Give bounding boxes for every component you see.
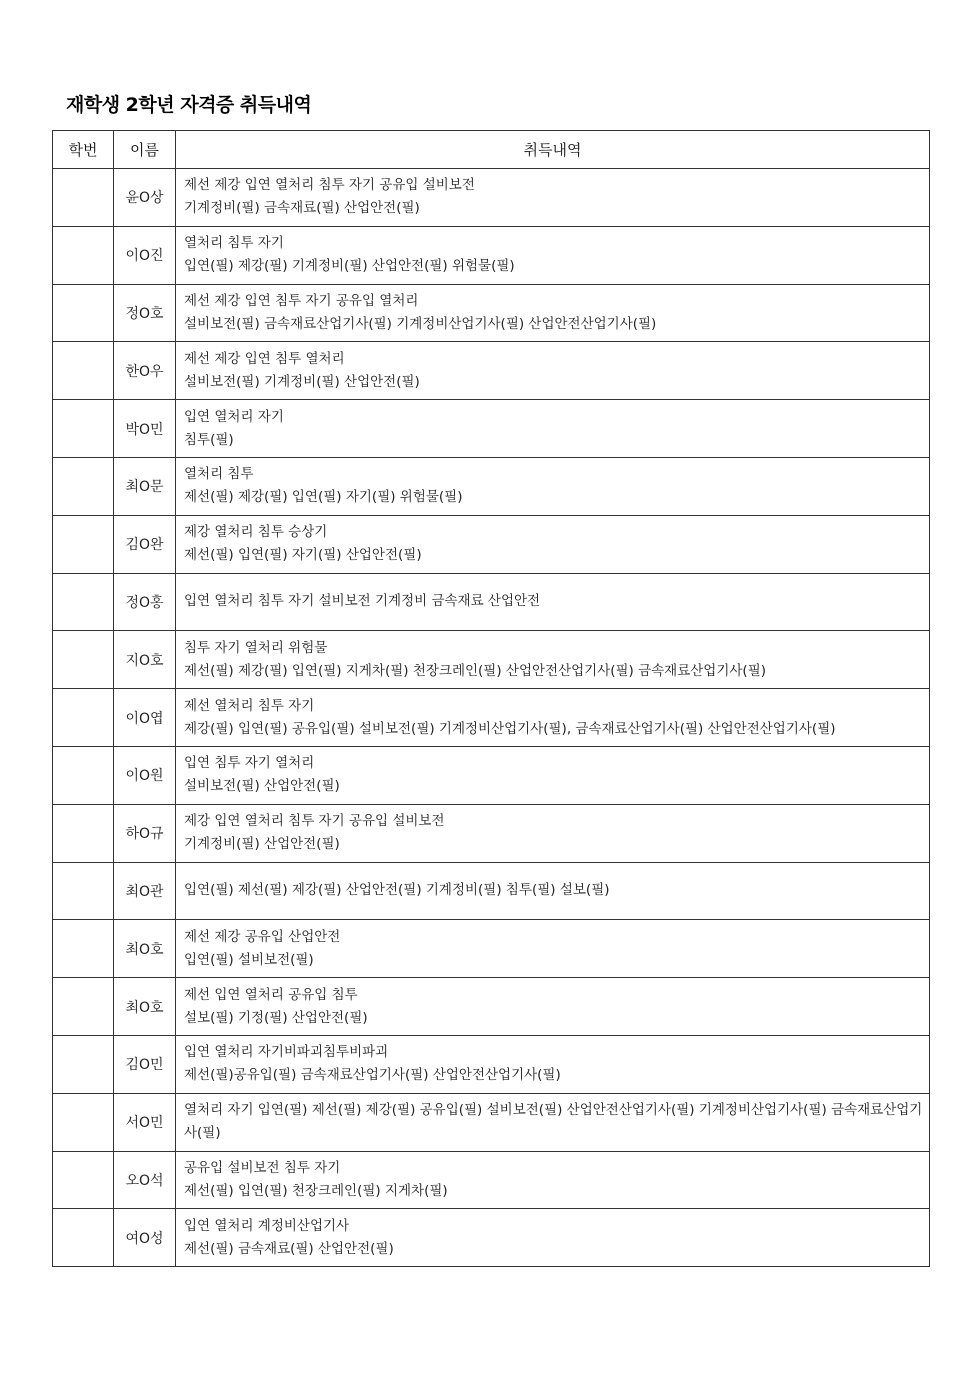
student-id-cell xyxy=(53,920,114,978)
details-line-2: 설비보전(필) 산업안전(필) xyxy=(184,778,340,795)
details-line-1: 열처리 침투 xyxy=(184,466,254,483)
certification-details-cell xyxy=(176,1093,930,1151)
student-name-cell: 정O홍 xyxy=(114,573,176,631)
table-row xyxy=(53,689,930,747)
table-row xyxy=(53,920,930,978)
table-row xyxy=(53,1035,930,1093)
student-name-cell: 김O민 xyxy=(114,1035,176,1093)
details-line-2: 제선(필) 제강(필) 입연(필) 지게차(필) 천장크레인(필) 산업안전산업기사(필) 금속재료산업기사(필) xyxy=(184,662,766,679)
student-id-cell xyxy=(53,804,114,862)
details-line-2: 제선(필) 제강(필) 입연(필) 자기(필) 위험물(필) xyxy=(184,489,463,506)
details-line-2: 침투(필) xyxy=(184,431,234,448)
header-student-id: 학번 xyxy=(53,131,114,169)
details-line-1: 제강 열처리 침투 승상기 xyxy=(184,524,328,541)
details-line-1: 공유입 설비보전 침투 자기 xyxy=(184,1159,341,1176)
student-id-cell xyxy=(53,1035,114,1093)
student-id-cell xyxy=(53,862,114,920)
certification-table xyxy=(52,130,930,1267)
table-row xyxy=(53,746,930,804)
details-line-2: 제선(필) 입연(필) 자기(필) 산업안전(필) xyxy=(184,547,422,564)
student-name-cell: 하O규 xyxy=(114,804,176,862)
student-id-cell xyxy=(53,1151,114,1209)
student-id-cell xyxy=(53,457,114,515)
certification-details-cell xyxy=(176,920,930,978)
details-line-2: 입연(필) 설비보전(필) xyxy=(184,951,314,968)
table-row xyxy=(53,862,930,920)
details-line-1: 제선 입연 열처리 공유입 침투 xyxy=(184,986,358,1003)
student-id-cell xyxy=(53,746,114,804)
student-name-cell: 박O민 xyxy=(114,400,176,458)
details-line-2: 제강(필) 입연(필) 공유입(필) 설비보전(필) 기계정비산업기사(필), 금속재료산업기사(필) 산업안전산업기사(필) xyxy=(184,720,836,737)
certification-details-cell xyxy=(176,457,930,515)
table-row xyxy=(53,1209,930,1267)
student-name-cell: 김O완 xyxy=(114,515,176,573)
details-line-1: 입연 열처리 자기비파괴침투비파괴 xyxy=(184,1044,389,1061)
student-name-cell: 최O문 xyxy=(114,457,176,515)
header-name: 이름 xyxy=(114,131,176,169)
details-line-1: 제선 열처리 침투 자기 xyxy=(184,697,315,714)
details-line-2: 설비보전(필) 기계정비(필) 산업안전(필) xyxy=(184,373,420,390)
table-row xyxy=(53,169,930,227)
student-name-cell: 최O호 xyxy=(114,920,176,978)
student-name-cell: 오O석 xyxy=(114,1151,176,1209)
certification-details-cell xyxy=(176,573,930,631)
student-name-cell: 최O호 xyxy=(114,978,176,1036)
certification-details-cell xyxy=(176,1209,930,1267)
student-name-cell: 이O진 xyxy=(114,226,176,284)
certification-details-cell xyxy=(176,631,930,689)
details-line-2: 설보(필) 기정(필) 산업안전(필) xyxy=(184,1009,368,1026)
table-row xyxy=(53,804,930,862)
details-line-1: 입연 열처리 계정비산업기사 xyxy=(184,1217,350,1234)
student-id-cell xyxy=(53,978,114,1036)
details-line-2: 제선(필) 입연(필) 천장크레인(필) 지게차(필) xyxy=(184,1182,448,1199)
details-line-2: 기계정비(필) 산업안전(필) xyxy=(184,836,340,853)
table-row xyxy=(53,1151,930,1209)
table-row xyxy=(53,457,930,515)
table-row xyxy=(53,978,930,1036)
details-line-2: 제선(필)공유입(필) 금속재료산업기사(필) 산업안전산업기사(필) xyxy=(184,1067,561,1084)
student-id-cell xyxy=(53,1209,114,1267)
certification-details-cell xyxy=(176,862,930,920)
details-line-1: 입연 열처리 침투 자기 설비보전 기계정비 금속재료 산업안전 xyxy=(184,593,541,610)
table-row xyxy=(53,284,930,342)
student-id-cell xyxy=(53,342,114,400)
student-name-cell: 한O우 xyxy=(114,342,176,400)
student-id-cell xyxy=(53,515,114,573)
certification-details-cell xyxy=(176,342,930,400)
details-line-2: 기계정비(필) 금속재료(필) 산업안전(필) xyxy=(184,200,420,217)
student-id-cell xyxy=(53,689,114,747)
header-details: 취득내역 xyxy=(176,131,930,169)
certification-details-cell xyxy=(176,169,930,227)
document-title: 재학생 2학년 자격증 취득내역 xyxy=(66,94,312,116)
table-body xyxy=(53,169,930,1267)
certification-details-cell xyxy=(176,1035,930,1093)
student-name-cell: 이O엽 xyxy=(114,689,176,747)
table-row xyxy=(53,631,930,689)
table-header-row xyxy=(53,131,930,169)
certification-details-cell xyxy=(176,689,930,747)
details-line-1: 제선 제강 입연 침투 열처리 xyxy=(184,350,345,367)
details-line-1: 제강 입연 열처리 침투 자기 공유입 설비보전 xyxy=(184,813,445,830)
student-id-cell xyxy=(53,226,114,284)
student-id-cell xyxy=(53,169,114,227)
certification-details-cell xyxy=(176,226,930,284)
table-row xyxy=(53,342,930,400)
student-id-cell xyxy=(53,631,114,689)
student-id-cell xyxy=(53,1093,114,1151)
details-line-1: 입연(필) 제선(필) 제강(필) 산업안전(필) 기계정비(필) 침투(필) 설보(필) xyxy=(184,882,610,899)
details-line-1: 침투 자기 열처리 위험물 xyxy=(184,639,328,656)
details-line-1: 제선 제강 입연 침투 자기 공유입 열처리 xyxy=(184,292,419,309)
student-name-cell: 최O관 xyxy=(114,862,176,920)
certification-details-cell xyxy=(176,1151,930,1209)
student-id-cell xyxy=(53,400,114,458)
student-id-cell xyxy=(53,573,114,631)
student-id-cell xyxy=(53,284,114,342)
certification-details-cell xyxy=(176,400,930,458)
certification-details-cell xyxy=(176,746,930,804)
table-row xyxy=(53,1093,930,1151)
student-name-cell: 이O원 xyxy=(114,746,176,804)
student-name-cell: 여O성 xyxy=(114,1209,176,1267)
details-line-1: 열처리 침투 자기 xyxy=(184,235,284,252)
certification-details-cell xyxy=(176,804,930,862)
details-line-1: 입연 침투 자기 열처리 xyxy=(184,755,315,772)
certification-details-cell xyxy=(176,515,930,573)
table-row xyxy=(53,226,930,284)
student-name-cell: 지O호 xyxy=(114,631,176,689)
student-name-cell: 서O민 xyxy=(114,1093,176,1151)
table-row xyxy=(53,515,930,573)
details-line-1: 제선 제강 입연 열처리 침투 자기 공유입 설비보전 xyxy=(184,177,475,194)
table-row xyxy=(53,400,930,458)
student-name-cell: 윤O상 xyxy=(114,169,176,227)
details-line-1: 열처리 자기 입연(필) 제선(필) 제강(필) 공유입(필) 설비보전(필) 산업안전산업기사(필) 기계정비산업기사(필) 금속재료산업기사(필) xyxy=(184,1102,923,1142)
details-line-1: 입연 열처리 자기 xyxy=(184,408,284,425)
details-line-2: 설비보전(필) 금속재료산업기사(필) 기계정비산업기사(필) 산업안전산업기사(필) xyxy=(184,315,657,332)
details-line-1: 제선 제강 공유입 산업안전 xyxy=(184,928,341,945)
details-line-2: 제선(필) 금속재료(필) 산업안전(필) xyxy=(184,1240,394,1257)
table-row xyxy=(53,573,930,631)
certification-details-cell xyxy=(176,284,930,342)
student-name-cell: 정O호 xyxy=(114,284,176,342)
certification-details-cell xyxy=(176,978,930,1036)
details-line-2: 입연(필) 제강(필) 기계정비(필) 산업안전(필) 위험물(필) xyxy=(184,258,515,275)
